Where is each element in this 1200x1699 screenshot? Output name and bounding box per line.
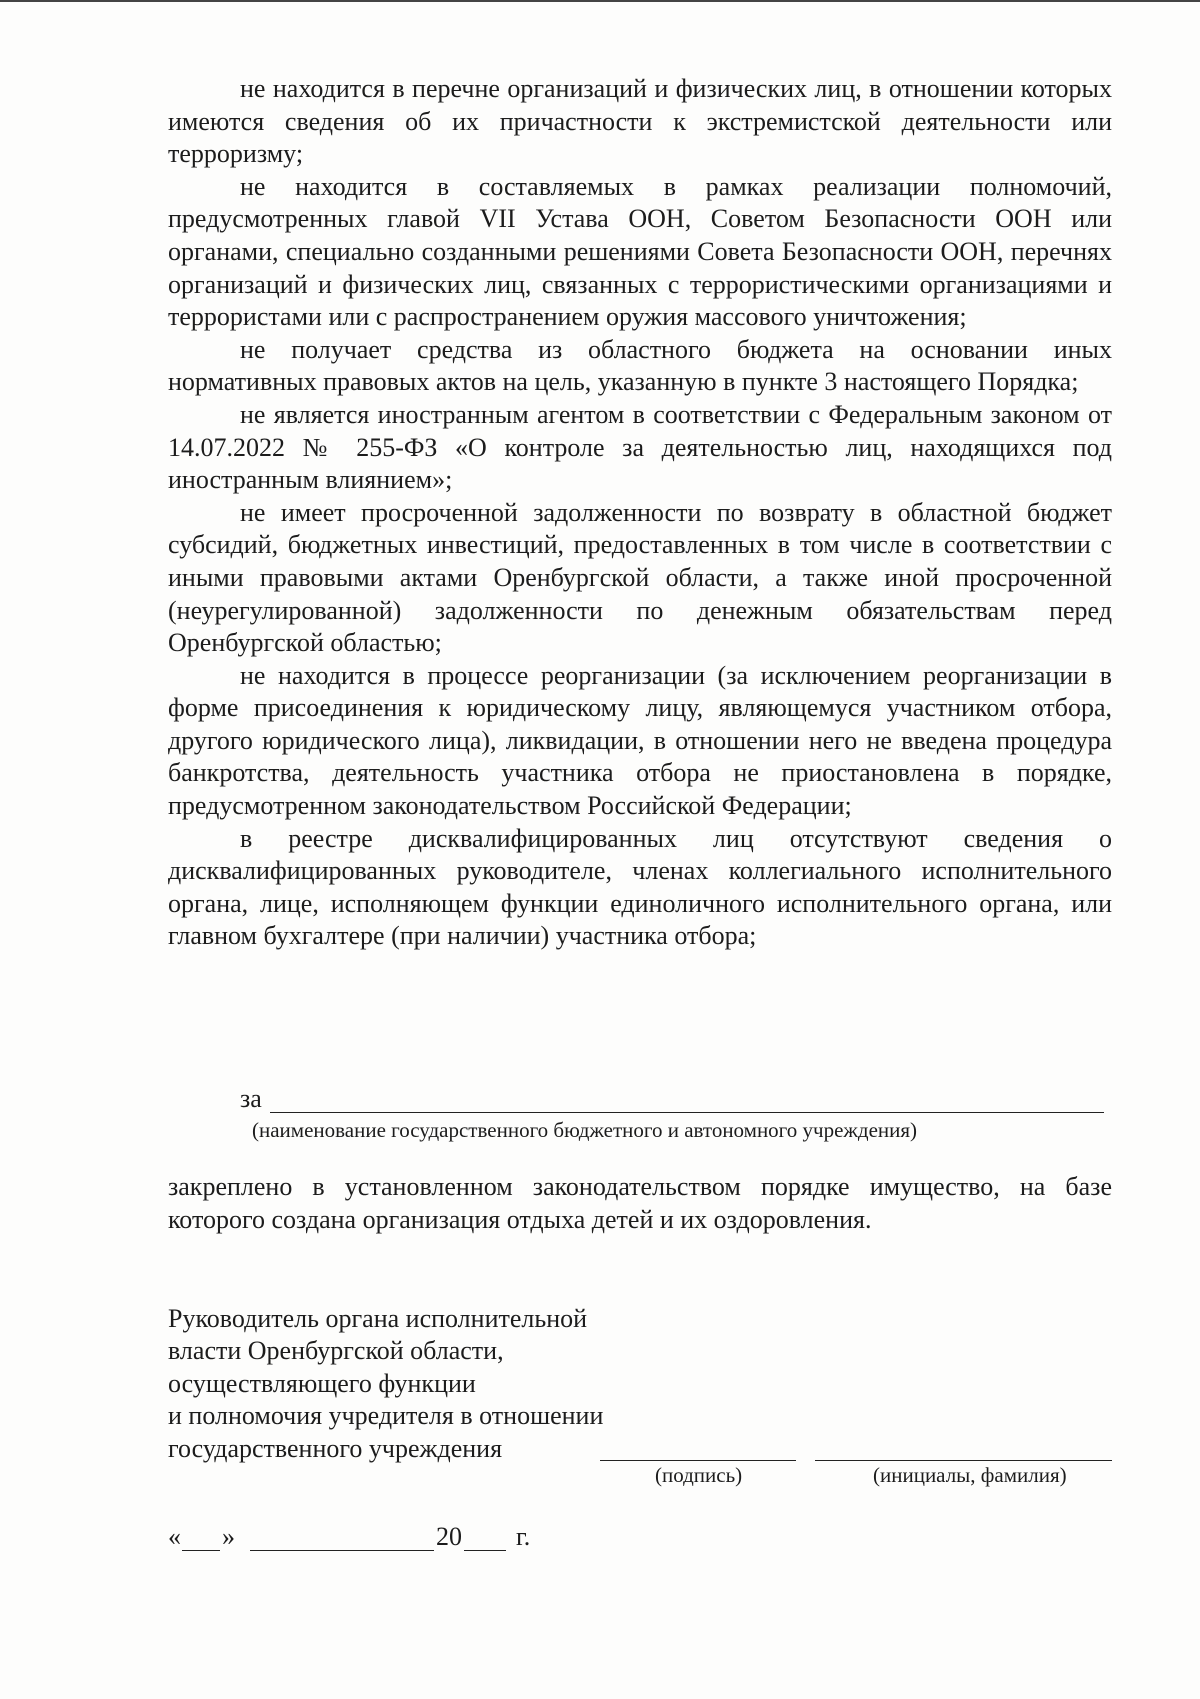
paragraph-foreign-agent: не является иностранным агентом в соответствии с Федеральным законом от 14.07.2022 № 255-ФЗ «О контроле за деятельностью лиц, находящихся под иностранным влиянием»; (168, 399, 1112, 495)
paragraph-budget-funds: не получает средства из областного бюджета на основании иных нормативных правовых актов на цель, указанную в пункте 3 настоящего Порядка; (168, 334, 1112, 397)
year-suffix: г. (516, 1522, 531, 1551)
signatory-line: государственного учреждения (168, 1433, 503, 1463)
paragraph-debt: не имеет просроченной задолженности по возврату в областной бюджет субсидий, бюджетных инвестиций, предоставленных в том числе в соответствии с иными правовыми актами Оренбургской области, а также иной просроченной (неурегулированной) задолженности по денежным обязательствам перед Оренбургской областью; (168, 497, 1112, 658)
name-blank[interactable] (815, 1460, 1112, 1461)
name-caption: (инициалы, фамилия) (873, 1463, 1067, 1487)
signature-caption: (подпись) (655, 1463, 743, 1487)
paragraph-property: закреплено в установленном законодательством порядке имущество, на базе которого создана организация отдыха детей и их оздоровления. (168, 1172, 1112, 1234)
signatory-line: власти Оренбургской области, (168, 1336, 504, 1366)
date-open-quote: « (168, 1522, 181, 1551)
date-row (168, 1522, 568, 1556)
requirements-list (168, 73, 1112, 953)
day-blank[interactable] (182, 1550, 220, 1551)
signatory-line: Руководитель органа исполнительной (168, 1304, 588, 1333)
paragraph-un-lists: не находится в составляемых в рамках реализации полномочий, предусмотренных главой VII Устава ООН, Советом Безопасности ООН или органами, специально созданными решениями Совета Безопасности ООН, перечнях организаций и физических лиц, связанных с террористическими организациями и террористами или с распространением оружия массового уничтожения; (168, 171, 1112, 332)
month-blank[interactable] (250, 1550, 434, 1551)
za-label: за (240, 1084, 262, 1113)
paragraph-disqualified: в реестре дисквалифицированных лиц отсутствуют сведения о дисквалифицированных руководителе, членах коллегиального исполнительного органа, лице, исполняющем функции единоличного исполнительного органа, или главном бухгалтере (при наличии) участника отбора; (168, 823, 1112, 951)
institution-name-blank[interactable] (270, 1112, 1104, 1113)
paragraph-reorganization: не находится в процессе реорганизации (за исключением реорганизации в форме присоединения к юридическому лицу, являющемуся участником отбора, другого юридического лица), ликвидации, в отношении него не введена процедура банкротства, деятельность участника отбора не приостановлена в порядке, предусмотренном законодательством Российской Федерации; (168, 660, 1112, 821)
signatory-title (168, 1303, 603, 1465)
paragraph-extremism: не находится в перечне организаций и физических лиц, в отношении которых имеются сведения об их причастности к экстремистской деятельности или терроризму; (168, 74, 1112, 169)
signature-blank[interactable] (600, 1460, 796, 1461)
year-blank[interactable] (464, 1550, 506, 1551)
institution-caption: (наименование государственного бюджетного и автономного учреждения) (252, 1118, 918, 1142)
top-border-line (0, 0, 1200, 2)
signatory-line: и полномочия учредителя в отношении (168, 1401, 604, 1431)
year-prefix: 20 (436, 1522, 462, 1551)
signatory-line: осуществляющего функции (168, 1368, 476, 1398)
date-close-quote: » (222, 1522, 235, 1551)
institution-fill-row (240, 1084, 1112, 1118)
